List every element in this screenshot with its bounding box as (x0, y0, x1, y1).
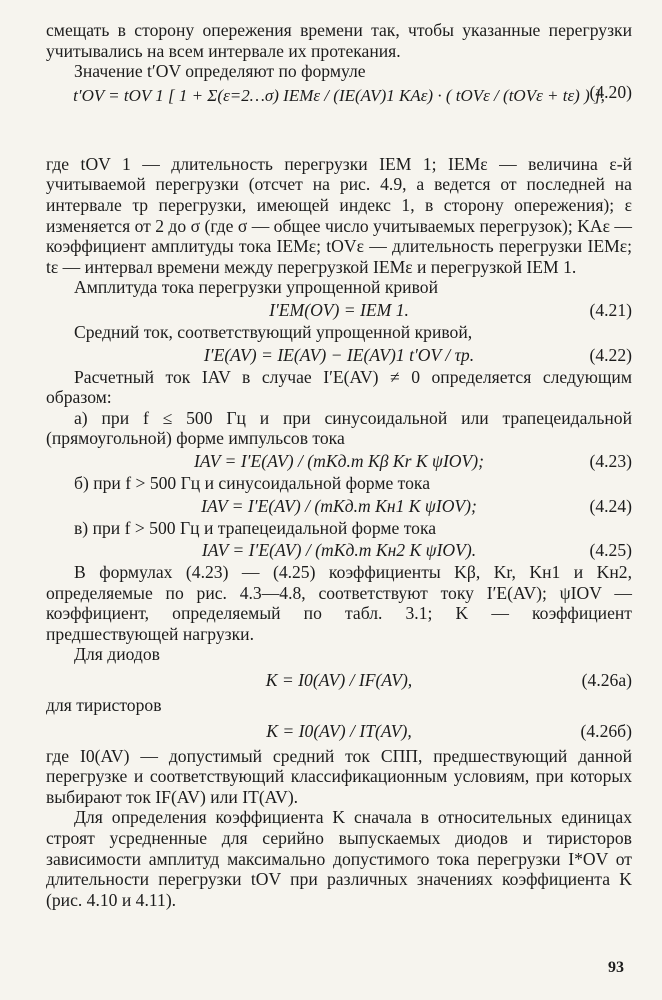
para-value-tov: Значение t′OV определяют по формуле (74, 61, 366, 82)
formula-4-20-expression: t′OV = tOV 1 [ 1 + Σ(ε=2…σ) IEMε / (IE(AV)1 KAε) · ( tOVε / (tOVε + tε) ) ], (73, 85, 605, 105)
formula-4-25 (46, 538, 632, 562)
formula-4-23-number: (4.23) (589, 450, 632, 471)
formula-4-22 (46, 343, 632, 367)
para-for-diodes: Для диодов (74, 644, 160, 665)
para-case-a: а) при f ≤ 500 Гц и при синусоидальной или трапецеидальной (прямоугольной) форме импульсов тока (46, 407, 632, 449)
formula-4-26b-number: (4.26б) (580, 720, 632, 741)
formula-4-23-expression: IAV = I′E(AV) / (mKд.т Kβ Kr K ψIOV); (194, 450, 484, 471)
formula-4-26a-expression: K = I0(AV) / IF(AV), (265, 670, 413, 691)
formula-4-24-expression: IAV = I′E(AV) / (mKд.т Kн1 K ψIOV); (201, 495, 477, 516)
para-definitions-4-20: где tOV 1 — длительность перегрузки IEM 1; IEMε — величина ε-й учитываемой перегрузки (отсчет на рис. 4.9, а ведется от последней на интервале τр перегрузки, имеющей индекс 1, в сторону опережения); ε изменяется от 2 до σ (где σ — общее число учитываемых перегрузок); KAε — коэффициент амплитуды тока IEMε; tOVε — длительность перегрузки IEMε; tε — интервал времени между перегрузкой IEMε и перегрузкой IEM 1. (46, 153, 632, 277)
formula-4-26a-number: (4.26а) (581, 670, 632, 691)
formula-4-21 (46, 298, 632, 322)
formula-4-21-number: (4.21) (589, 299, 632, 320)
para-definition-i0: где I0(AV) — допустимый средний ток СПП, предшествующий данной перегрузке и соответствующий классификационным условиям, при которых выбирают ток IF(AV) или IT(AV). (46, 745, 632, 807)
formula-4-20 (46, 82, 632, 154)
para-design-current: Расчетный ток IAV в случае I′E(AV) ≠ 0 определяется следующим образом: (46, 366, 632, 408)
formula-4-26a (46, 665, 632, 695)
page-number: 93 (608, 959, 624, 976)
para-determine-k: Для определения коэффициента K сначала в относительных единицах строят усредненные для серийно выпускаемых диодов и тиристоров зависимости амплитуд максимально допустимого тока перегрузки I*OV от длительности перегрузки tOV при различных значениях коэффициента K (рис. 4.10 и 4.11). (46, 807, 632, 910)
formula-4-23 (46, 449, 632, 473)
para-case-c: в) при f > 500 Гц и трапецеидальной форме тока (74, 517, 437, 538)
formula-4-25-number: (4.25) (589, 540, 632, 561)
formula-4-24-number: (4.24) (589, 495, 632, 516)
para-average-current: Средний ток, соответствующий упрощенной кривой, (74, 321, 473, 342)
para-case-b: б) при f > 500 Гц и синусоидальной форме тока (74, 472, 431, 493)
formula-4-26b (46, 716, 632, 746)
formula-4-25-expression: IAV = I′E(AV) / (mKд.т Kн2 K ψIOV). (201, 540, 477, 561)
para-for-thyristors: для тиристоров (46, 695, 162, 716)
para-amplitude: Амплитуда тока перегрузки упрощенной кривой (74, 277, 438, 298)
formula-4-22-expression: I′E(AV) = IE(AV) − IE(AV)1 t′OV / τр. (203, 344, 475, 365)
para-coefficients: В формулах (4.23) — (4.25) коэффициенты Kβ, Kr, Kн1 и Kн2, определяемые по рис. 4.3—4.8, соответствуют току I′E(AV); ψIOV — коэффициент, определяемый по табл. 3.1; K — коэффициент предшествующей нагрузки. (46, 562, 632, 644)
formula-4-26b-expression: K = I0(AV) / IT(AV), (266, 720, 412, 741)
formula-4-21-expression: I′EM(OV) = IEM 1. (269, 299, 409, 320)
formula-4-22-number: (4.22) (589, 344, 632, 365)
formula-4-24 (46, 494, 632, 518)
para-continuation: смещать в сторону опережения времени так, чтобы указанные перегрузки учитывались на всем интервале их протекания. (46, 20, 632, 61)
formula-4-20-number: (4.20) (589, 81, 632, 102)
